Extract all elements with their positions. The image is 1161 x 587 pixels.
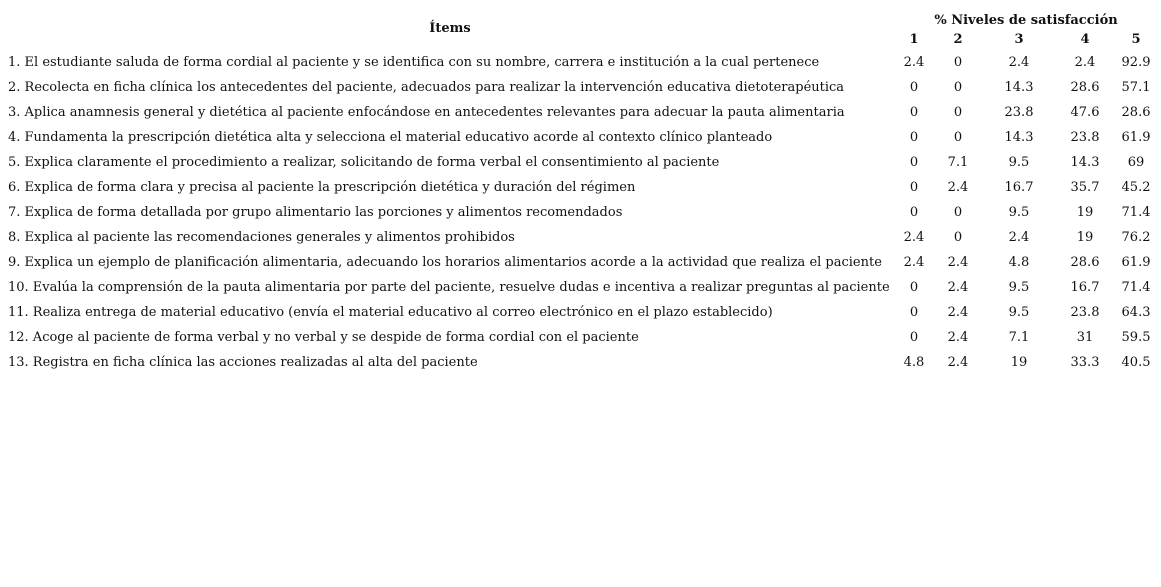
table-row <box>6 225 1158 250</box>
level-3-value: 9.5 <box>1008 280 1030 295</box>
level-4-value: 35.7 <box>1070 180 1100 195</box>
level-1-value: 0 <box>909 330 919 345</box>
level-4-value: 2.4 <box>1074 55 1096 70</box>
level-5-value: 71.4 <box>1121 205 1151 220</box>
item-text: 13. Registra en ficha clínica las acciones realizadas al alta del paciente <box>8 355 478 370</box>
level-4-value: 28.6 <box>1070 255 1100 270</box>
levels-column-header: % Niveles de satisfacción <box>934 13 1118 28</box>
item-text: 5. Explica claramente el procedimiento a realizar, solicitando de forma verbal el consentimiento al paciente <box>8 155 720 170</box>
items-column-header: Ítems <box>429 20 471 36</box>
level-1-value: 4.8 <box>903 355 925 370</box>
level-5-value: 61.9 <box>1121 130 1151 145</box>
level-header-2: 2 <box>953 31 963 47</box>
level-2-value: 2.4 <box>947 355 969 370</box>
item-text: 9. Explica un ejemplo de planificación alimentaria, adecuando los horarios alimentarios acorde a la actividad que realiza el paciente <box>8 255 882 270</box>
level-header-3: 3 <box>1014 31 1024 47</box>
level-3-value: 14.3 <box>1004 130 1034 145</box>
level-3-value: 7.1 <box>1008 330 1030 345</box>
item-text: 10. Evalúa la comprensión de la pauta alimentaria por parte del paciente, resuelve dudas e incentiva a realizar preguntas al paciente <box>8 280 890 295</box>
level-4-value: 47.6 <box>1070 105 1100 120</box>
level-5-value: 69 <box>1127 155 1145 170</box>
level-4-value: 28.6 <box>1070 80 1100 95</box>
level-4-value: 33.3 <box>1070 355 1100 370</box>
level-header-1: 1 <box>909 31 919 47</box>
level-1-value: 0 <box>909 105 919 120</box>
level-1-value: 0 <box>909 205 919 220</box>
table-row <box>6 250 1158 275</box>
table-row <box>6 125 1158 150</box>
table-row <box>6 325 1158 350</box>
level-header-4: 4 <box>1080 31 1090 47</box>
level-5-value: 45.2 <box>1121 180 1151 195</box>
table-row <box>6 300 1158 325</box>
level-3-value: 16.7 <box>1004 180 1034 195</box>
level-1-value: 2.4 <box>903 230 925 245</box>
table-row <box>6 100 1158 125</box>
table-row <box>6 275 1158 300</box>
level-2-value: 2.4 <box>947 280 969 295</box>
level-3-value: 14.3 <box>1004 80 1034 95</box>
item-text: 2. Recolecta en ficha clínica los antecedentes del paciente, adecuados para realizar la intervención educativa dietoterapéutica <box>8 80 845 95</box>
table-row <box>6 175 1158 200</box>
level-1-value: 0 <box>909 80 919 95</box>
level-1-value: 0 <box>909 280 919 295</box>
level-1-value: 0 <box>909 180 919 195</box>
level-3-value: 9.5 <box>1008 305 1030 320</box>
level-header-5: 5 <box>1131 31 1141 47</box>
level-2-value: 2.4 <box>947 305 969 320</box>
item-text: 1. El estudiante saluda de forma cordial al paciente y se identifica con su nombre, carrera e institución a la cual pertenece <box>8 55 820 70</box>
item-text: 8. Explica al paciente las recomendaciones generales y alimentos prohibidos <box>8 230 515 245</box>
level-1-value: 2.4 <box>903 255 925 270</box>
level-4-value: 23.8 <box>1070 305 1100 320</box>
table-row <box>6 350 1158 375</box>
level-3-value: 4.8 <box>1008 255 1030 270</box>
level-2-value: 2.4 <box>947 180 969 195</box>
level-2-value: 0 <box>953 230 963 245</box>
item-text: 3. Aplica anamnesis general y dietética al paciente enfocándose en antecedentes relevantes para adecuar la pauta alimentaria <box>8 105 845 120</box>
table-row <box>6 200 1158 225</box>
item-text: 12. Acoge al paciente de forma verbal y no verbal y se despide de forma cordial con el paciente <box>8 330 639 345</box>
level-2-value: 0 <box>953 80 963 95</box>
level-5-value: 61.9 <box>1121 255 1151 270</box>
level-4-value: 19 <box>1076 205 1094 220</box>
table-body <box>6 50 1158 375</box>
level-2-value: 0 <box>953 55 963 70</box>
level-2-value: 0 <box>953 105 963 120</box>
satisfaction-table-container <box>6 6 1158 375</box>
item-text: 4. Fundamenta la prescripción dietética alta y selecciona el material educativo acorde al contexto clínico planteado <box>8 130 773 145</box>
level-4-value: 16.7 <box>1070 280 1100 295</box>
level-2-value: 2.4 <box>947 255 969 270</box>
level-5-value: 28.6 <box>1121 105 1151 120</box>
level-3-value: 2.4 <box>1008 55 1030 70</box>
level-5-value: 71.4 <box>1121 280 1151 295</box>
level-4-value: 31 <box>1076 330 1094 345</box>
level-4-value: 14.3 <box>1070 155 1100 170</box>
table-row <box>6 150 1158 175</box>
level-2-value: 0 <box>953 130 963 145</box>
table-header <box>6 6 1158 50</box>
item-text: 7. Explica de forma detallada por grupo alimentario las porciones y alimentos recomendados <box>8 205 623 220</box>
level-1-value: 2.4 <box>903 55 925 70</box>
level-1-value: 0 <box>909 305 919 320</box>
level-1-value: 0 <box>909 155 919 170</box>
level-5-value: 64.3 <box>1121 305 1151 320</box>
level-3-value: 23.8 <box>1004 105 1034 120</box>
level-4-value: 23.8 <box>1070 130 1100 145</box>
level-3-value: 19 <box>1010 355 1028 370</box>
level-5-value: 57.1 <box>1121 80 1151 95</box>
item-text: 11. Realiza entrega de material educativo (envía el material educativo al correo electrónico en el plazo establecido) <box>8 305 773 320</box>
table-row <box>6 75 1158 100</box>
level-5-value: 76.2 <box>1121 230 1151 245</box>
level-2-value: 0 <box>953 205 963 220</box>
item-text: 6. Explica de forma clara y precisa al paciente la prescripción dietética y duración del régimen <box>8 180 636 195</box>
level-2-value: 2.4 <box>947 330 969 345</box>
level-5-value: 40.5 <box>1121 355 1151 370</box>
table-row <box>6 50 1158 75</box>
level-5-value: 92.9 <box>1121 55 1151 70</box>
level-1-value: 0 <box>909 130 919 145</box>
level-3-value: 2.4 <box>1008 230 1030 245</box>
level-3-value: 9.5 <box>1008 155 1030 170</box>
satisfaction-table <box>6 6 1158 375</box>
level-2-value: 7.1 <box>947 155 969 170</box>
level-5-value: 59.5 <box>1121 330 1151 345</box>
level-3-value: 9.5 <box>1008 205 1030 220</box>
level-4-value: 19 <box>1076 230 1094 245</box>
